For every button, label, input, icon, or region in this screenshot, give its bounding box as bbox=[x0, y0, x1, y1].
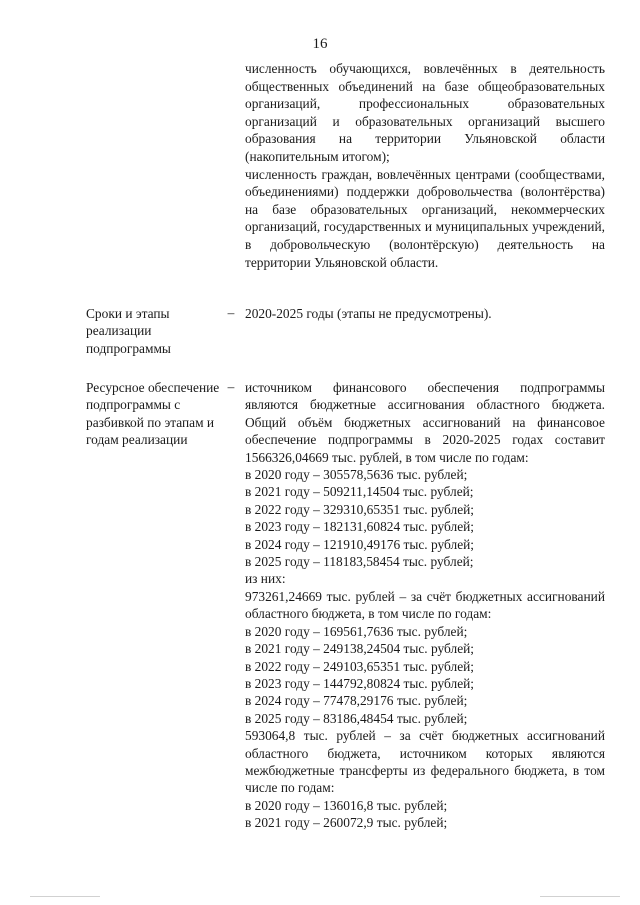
indicators-text bbox=[245, 60, 605, 271]
federal-year-line: в 2021 году – 260072,9 тыс. рублей; bbox=[245, 815, 448, 831]
terms-label: Сроки и этапы реализации подпрограммы bbox=[86, 306, 171, 356]
regional-year-line: в 2024 году – 77478,29176 тыс. рублей; bbox=[245, 693, 468, 709]
page-number: 16 bbox=[312, 36, 328, 52]
regional-year-line: в 2020 году – 169561,7636 тыс. рублей; bbox=[245, 623, 468, 639]
resources-lead: источником финансового обеспечения подпрограммы являются бюджетные ассигнования областного бюджета. Общий объём бюджетных ассигнований на финансовое обеспечение подпрограммы в 2020-2025 годах составит 1566326,04669 тыс. рублей, в том числе по годам: bbox=[245, 380, 605, 465]
total-year-line: в 2020 году – 305578,5636 тыс. рублей; bbox=[245, 467, 468, 483]
scan-artifact-right bbox=[540, 896, 620, 897]
total-year-line: в 2024 году – 121910,49176 тыс. рублей; bbox=[245, 536, 475, 552]
total-year-line: в 2021 году – 509211,14504 тыс. рублей; bbox=[245, 484, 474, 500]
terms-content bbox=[245, 305, 605, 322]
terms-dash: – bbox=[227, 305, 235, 320]
regional-year-line: в 2022 году – 249103,65351 тыс. рублей; bbox=[245, 658, 475, 674]
federal-year-line: в 2020 году – 136016,8 тыс. рублей; bbox=[245, 797, 448, 813]
regional-year-line: в 2023 году – 144792,80824 тыс. рублей; bbox=[245, 675, 475, 691]
resources-dash: – bbox=[227, 379, 235, 394]
of-which-label: из них: bbox=[245, 571, 286, 587]
indicator-volunteers: численность граждан, вовлечённых центрами (сообществами, объединениями) поддержки добровольчества (волонтёрства) на базе образовательных организаций, некоммерческих организаций, государственных и муниципальных учреждений, в добровольческую (волонтёрскую) деятельность на территории Ульяновской области. bbox=[245, 166, 605, 270]
resources-label: Ресурсное обеспечение подпрограммы с разбивкой по этапам и годам реализации bbox=[86, 380, 220, 448]
regional-year-line: в 2025 году – 83186,48454 тыс. рублей; bbox=[245, 710, 468, 726]
federal-budget-lead: 593064,8 тыс. рублей – за счёт бюджетных ассигнований областного бюджета, источником которых являются межбюджетные трансферты из федерального бюджета, в том числе по годам: bbox=[245, 728, 605, 796]
scan-artifact-left bbox=[30, 896, 100, 897]
terms-value: 2020-2025 годы (этапы не предусмотрены). bbox=[245, 306, 492, 321]
regional-budget-lead: 973261,24669 тыс. рублей – за счёт бюджетных ассигнований областного бюджета, в том числе по годам: bbox=[245, 588, 605, 622]
regional-year-line: в 2021 году – 249138,24504 тыс. рублей; bbox=[245, 641, 475, 657]
total-year-line: в 2023 году – 182131,60824 тыс. рублей; bbox=[245, 519, 475, 535]
indicator-students: численность обучающихся, вовлечённых в деятельность общественных объединений на базе общеобразовательных организаций, профессиональных образовательных организаций и образовательных организаций высшего образования на территории Ульяновской области (накопительным итогом); bbox=[245, 61, 605, 164]
total-year-line: в 2022 году – 329310,65351 тыс. рублей; bbox=[245, 501, 475, 517]
total-year-line: в 2025 году – 118183,58454 тыс. рублей; bbox=[245, 554, 474, 570]
resources-content bbox=[245, 379, 605, 832]
